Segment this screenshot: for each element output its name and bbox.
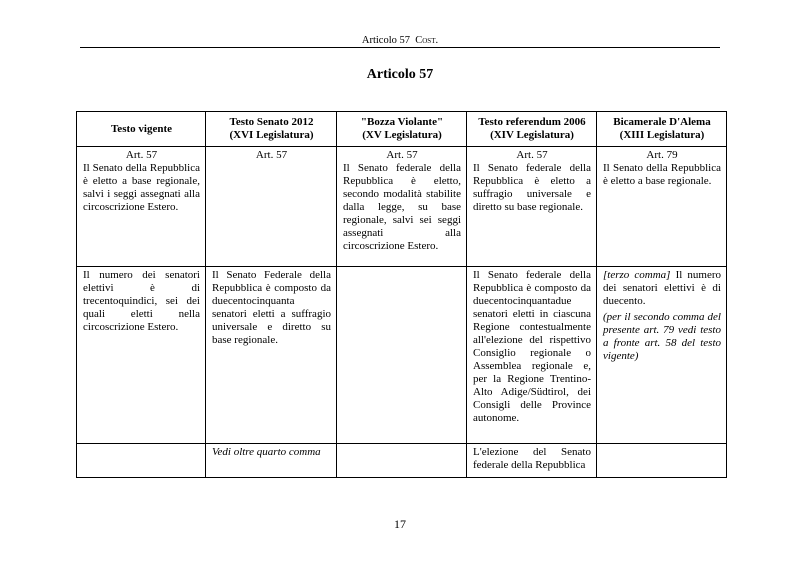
article-number: Art. 57 bbox=[516, 149, 548, 161]
table-cell bbox=[337, 147, 467, 267]
table-header-row bbox=[77, 112, 727, 147]
table-cell bbox=[597, 267, 727, 444]
table-cell bbox=[467, 267, 597, 444]
cell-text: Vedi oltre quarto comma bbox=[212, 446, 321, 458]
column-header-bozza-violante bbox=[337, 112, 467, 147]
table-cell bbox=[467, 147, 597, 267]
column-header-line1: Bicamerale D'Alema bbox=[613, 116, 711, 128]
column-header-line2: (XV Legislatura) bbox=[362, 129, 442, 141]
table-cell bbox=[597, 147, 727, 267]
table-cell bbox=[206, 267, 337, 444]
running-header-title: Articolo 57 bbox=[361, 35, 410, 46]
table-cell bbox=[206, 147, 337, 267]
article-number: Art. 57 bbox=[255, 149, 288, 161]
table-row bbox=[77, 267, 727, 444]
table-cell bbox=[77, 147, 206, 267]
column-header-bicamerale-dalema bbox=[597, 112, 727, 147]
column-header-line1: Testo vigente bbox=[110, 122, 172, 135]
cell-text: Il Senato Federale della Repubblica è composto da duecentocinquanta senatori eletti a suffragio universale e diretto su base regionale. bbox=[212, 269, 331, 346]
cell-text: Il Senato federale della Repubblica è eletto a suffragio universale e diretto su base regionale. bbox=[473, 162, 591, 213]
cell-text: Il Senato federale della Repubblica è eletto, secondo modalità stabilite dalla legge, su base regionale, salvi sei seggi assegnati alla circoscrizione Estero. bbox=[343, 162, 461, 252]
column-header-testo-senato-2012 bbox=[206, 112, 337, 147]
column-header-line1: Testo referendum 2006 bbox=[478, 116, 586, 128]
article-number: Art. 57 bbox=[125, 149, 158, 161]
cell-text: Il numero dei senatori elettivi è di duecento. bbox=[603, 269, 721, 307]
table-cell bbox=[77, 444, 206, 478]
running-header-cost: Cost. bbox=[415, 35, 439, 46]
header-rule bbox=[80, 47, 720, 48]
cell-text: Il Senato della Repubblica è eletto a base regionale, salvi i seggi assegnati alla circoscrizione Estero. bbox=[83, 162, 200, 213]
cell-text: Il Senato federale della Repubblica è composto da duecentocinquantadue senatori eletti in ciascuna Regione contestualmente all'elezione del rispettivo Consiglio regionale o Assemblea regionale e, per la Regione Trentino-Alto Adige/Südtirol, dei Consigli delle Province autonome. bbox=[473, 269, 591, 424]
cell-text: Il numero dei senatori elettivi è di trecentoquindici, sei dei quali eletti nella circoscrizione Estero. bbox=[83, 269, 200, 333]
column-header-testo-referendum-2006 bbox=[467, 112, 597, 147]
cell-text-with-bracket bbox=[603, 269, 721, 308]
table-cell bbox=[206, 444, 337, 478]
article-number: Art. 79 bbox=[646, 149, 678, 161]
paragraph-reference: [terzo comma] bbox=[603, 269, 671, 281]
table-cell bbox=[597, 444, 727, 478]
column-header-testo-vigente bbox=[77, 112, 206, 147]
table-cell bbox=[337, 444, 467, 478]
column-header-line2: (XVI Legislatura) bbox=[229, 129, 314, 141]
running-header bbox=[0, 35, 800, 47]
cell-text: L'elezione del Senato federale della Repubblica bbox=[473, 446, 591, 471]
cell-note: (per il secondo comma del presente art. 79 vedi testo a fronte art. 58 del testo vigente) bbox=[603, 311, 721, 362]
page-number: 17 bbox=[394, 517, 406, 531]
table-cell bbox=[337, 267, 467, 444]
column-header-line1: Testo Senato 2012 bbox=[229, 116, 314, 128]
table-row bbox=[77, 147, 727, 267]
table-cell bbox=[467, 444, 597, 478]
article-title: Articolo 57 bbox=[366, 67, 434, 82]
article-number: Art. 57 bbox=[386, 149, 418, 161]
column-header-line2: (XIV Legislatura) bbox=[490, 129, 574, 141]
column-header-line2: (XIII Legislatura) bbox=[619, 129, 705, 141]
comparison-table bbox=[76, 111, 727, 478]
column-header-line1: "Bozza Violante" bbox=[360, 116, 444, 128]
table-cell bbox=[77, 267, 206, 444]
cell-text: Il Senato della Repubblica è eletto a base regionale. bbox=[603, 162, 721, 187]
table-row bbox=[77, 444, 727, 478]
